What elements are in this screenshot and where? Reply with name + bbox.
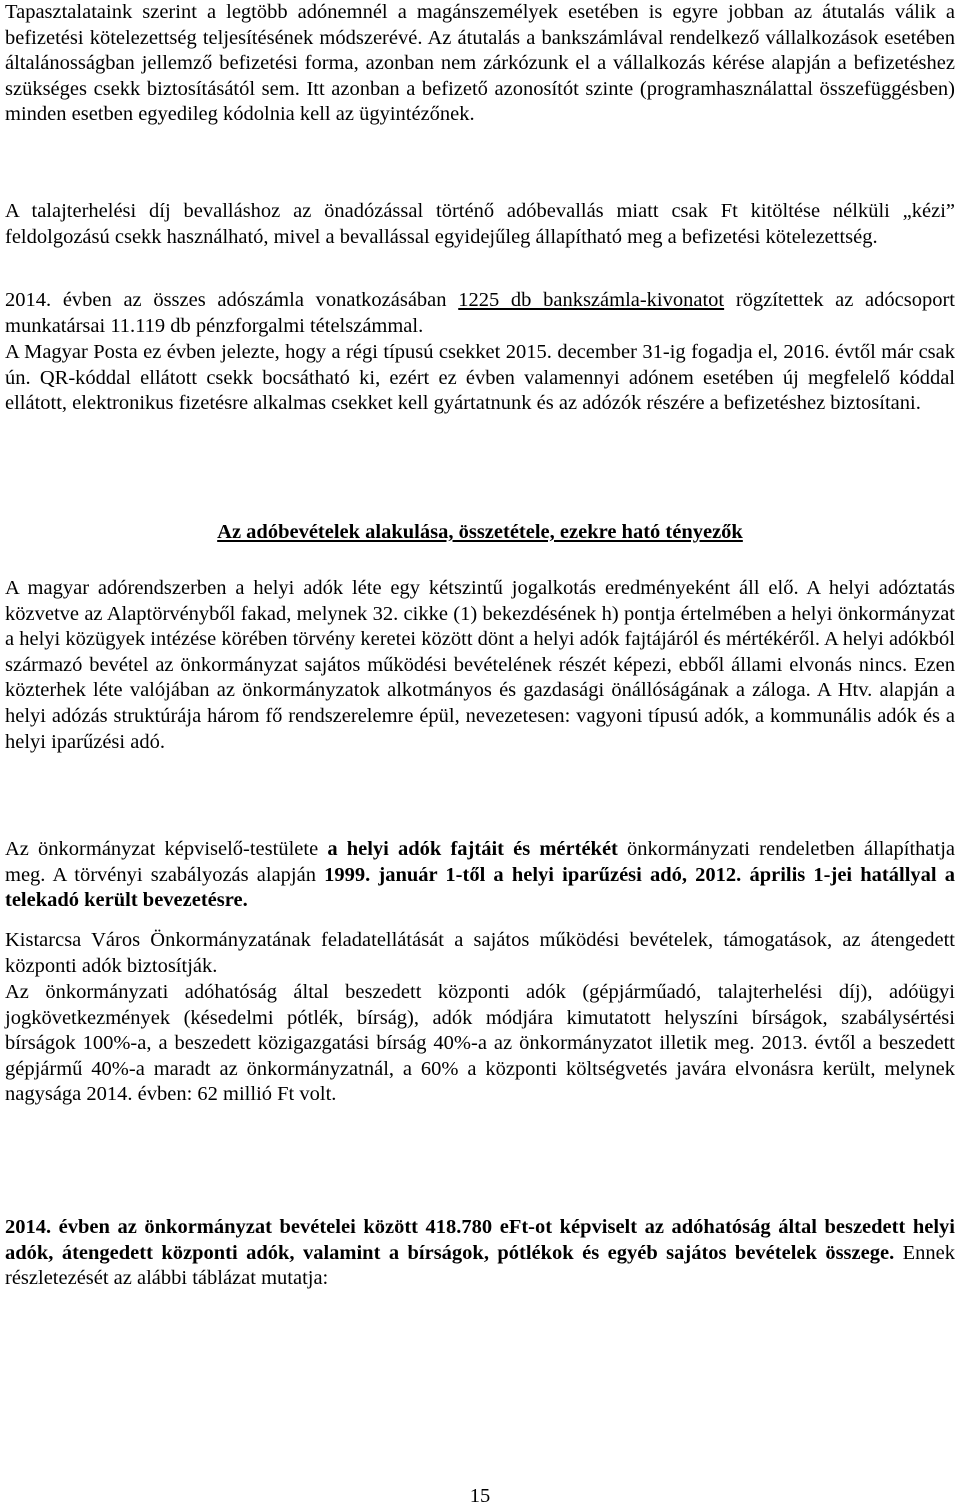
paragraph-text: A Magyar Posta ez évben jelezte, hogy a régi típusú csekket 2015. december 31-ig fogadja el, 2016. évtől már csak ún. QR-kóddal ellátott csekk bocsátható ki, ezért ez évben valamennyi adónem esetében új megfelelő kóddal ellátott, elektronikus fizetésre alkalmas csekket kell gyártatnunk és az adózók részére a befizetéshez biztosítani. [5,341,955,415]
paragraph-text: Kistarcsa Város Önkormányzatának feladatellátását a sajátos működési bevételek, támogatások, az átengedett központi adók biztosítják. [5,929,955,977]
paragraph-soil-load-fee [5,199,955,250]
paragraph-text: Az önkormányzati adóhatóság által beszedett központi adók (gépjárműadó, talajterhelési díj), adóügyi jogkövetkezmények (késedelmi pótlék, bírság), adók módjára kimutatott helyszíni bírságok, szabálysértési bírságok 100%-a, a beszedett közigazgatási bírság 40%-a az önkormányzatot illetik meg. 2013. évtől a beszedett gépjármű 40%-a maradt az önkormányzatnál, a 60% a központi költségvetés javára elvonásra került, melynek nagysága 2014. évben: 62 millió Ft volt. [5,981,955,1106]
paragraph-text: A magyar adórendszerben a helyi adók léte egy kétszintű jogalkotás eredményeként áll elő. A helyi adóztatás közvetve az Alaptörvényből fakad, melynek 32. cikke (1) bekezdésének h) pontja értelmében a helyi önkormányzat a helyi közügyek intézése körében törvény keretei között dönt a helyi adók fajtájáról és mértékéről. A helyi adókból származó bevétel az önkormányzat sajátos működési bevételének részét képezi, ebből állami elvonás nincs. Ezen közterhek léte valójában az önkormányzatok alkotmányos és gazdasági önállóságának a záloga. A Htv. alapján a helyi adózás struktúrája három fő rendszerelemre épül, nevezetesen: vagyoni típusú adók, a kommunális adók és a helyi iparűzési adó. [5,577,955,753]
paragraph-kistarcsa-funding [5,928,955,979]
paragraph-transfer-payments [5,0,955,128]
bold-text: a helyi adók fajtáit és mértékét [327,838,618,860]
underlined-bank-statement-count: 1225 db bankszámla-kivonatot [458,289,725,311]
page-number: 15 [469,1485,491,1507]
paragraph-text: 2014. évben az összes adószámla vonatkozásában [5,289,459,311]
paragraph-text: Tapasztalataink szerint a legtöbb adónemnél a magánszemélyek esetében is egyre jobban az átutalás válik a befizetési kötelezettség teljesítésének módszerévé. Az átutalás a bankszámlával rendelkező vállalkozások esetében általánosságban jellemző befizetési forma, azonban nem zárkózunk el a vállalkozás kérése alapján a befizetéshez szükséges csekk biztosításától sem. Itt azonban a befizető azonosítót szinte (programhasználattal összefüggésben) minden esetben egyedileg kódolnia kell az ügyintézőnek. [5,1,955,126]
bold-text: 1999. január 1-től a helyi iparűzési adó, 2012. április 1-jei hatállyal a telekadó került bevezetésre. [5,863,955,912]
paragraph-text: Ennek részletezését az alábbi táblázat mutatja: [5,1241,955,1290]
section-heading: Az adóbevételek alakulása, összetétele, ezekre ható tényezők [217,521,743,543]
paragraph-local-taxes [5,576,955,755]
bold-text: 2014. évben az önkormányzat bevételei között 418.780 eFt-ot képviselt az adóhatóság által beszedett helyi adók, átengedett központi adók, valamint a bírságok, pótlékok és egyéb sajátos bevételek összege. [5,1216,955,1264]
paragraph-bank-statements [5,288,955,339]
paragraph-text: rögzítettek az adócsoport munkatársai 11.119 db pénzforgalmi tételszámmal. [5,289,955,337]
paragraph-council-decision [5,837,955,914]
paragraph-revenue-summary [5,1215,955,1292]
paragraph-text: önkormányzati rendeletben állapíthatja meg. A törvényi szabályozás alapján [5,838,955,886]
paragraph-hungarian-post [5,340,955,417]
paragraph-text: Az önkormányzat képviselő-testülete [5,838,328,860]
paragraph-central-taxes [5,980,955,1108]
paragraph-text: A talajterhelési díj bevalláshoz az önadózással történő adóbevallás miatt csak Ft kitöltése nélküli „kézi” feldolgozású csekk használható, mivel a bevallással egyidejűleg állapítható meg a befizetési kötelezettség. [5,200,955,248]
